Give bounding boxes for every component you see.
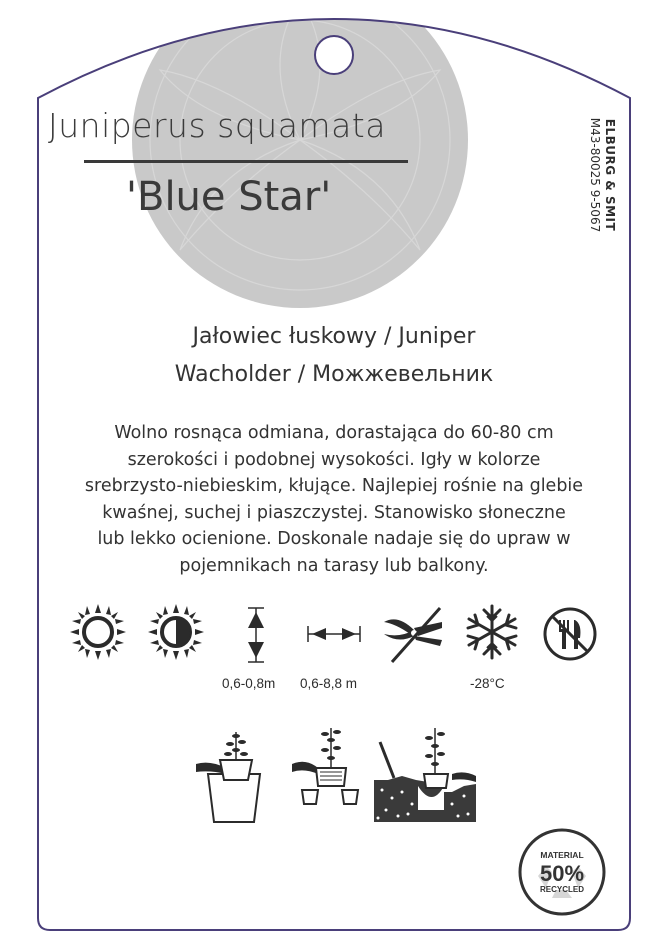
width-arrow-icon (306, 622, 362, 646)
sun-icon (70, 604, 126, 660)
planting-step-2-icon (288, 724, 368, 814)
brand-name: ELBURG & SMIT (603, 118, 617, 232)
recycled-material-badge (516, 826, 608, 918)
article-code: M43-80025 9-5067 (588, 117, 602, 233)
description-line: srebrzysto-niebieskim, kłujące. Najlepiej rośnie na glebie (84, 476, 584, 496)
planting-step-3-icon (372, 720, 478, 824)
common-name-line-2: Wacholder / Можжевельник (174, 362, 494, 387)
hardiness-caption: -28°C (470, 676, 505, 691)
snowflake-icon (464, 604, 520, 660)
hanging-hole (315, 36, 353, 74)
height-caption: 0,6-0,8m (222, 676, 276, 691)
not-edible-icon (542, 606, 598, 662)
badge-line-2: 50% (539, 861, 585, 886)
common-name-line-1: Jałowiec łuskowy / Juniper (192, 324, 476, 349)
description-line: kwaśnej, suchej i piaszczystej. Stanowisko słoneczne (102, 502, 566, 523)
description-line: Wolno rosnąca odmiana, dorastająca do 60-80 cm (114, 423, 554, 443)
no-pruning-shears-icon (380, 604, 446, 666)
description (60, 420, 608, 579)
height-arrow-icon (244, 606, 268, 664)
latin-name: Juniperus squamata (48, 106, 386, 145)
description-line: lub lekko ocienione. Doskonale nadaje się do upraw w (97, 529, 571, 549)
badge-line-1: MATERIAL (540, 850, 584, 860)
description-line: pojemnikach na tarasy lub balkony. (179, 555, 489, 576)
half-shade-icon (148, 604, 204, 660)
badge-line-3: RECYCLED (539, 885, 585, 894)
description-line: szerokości i podobnej wysokości. Igły w kolorze (127, 449, 541, 470)
title-divider (84, 160, 408, 163)
planting-step-1-icon (190, 730, 278, 826)
cultivar-name: 'Blue Star' (126, 174, 332, 220)
width-caption: 0,6-8,8 m (300, 676, 358, 691)
